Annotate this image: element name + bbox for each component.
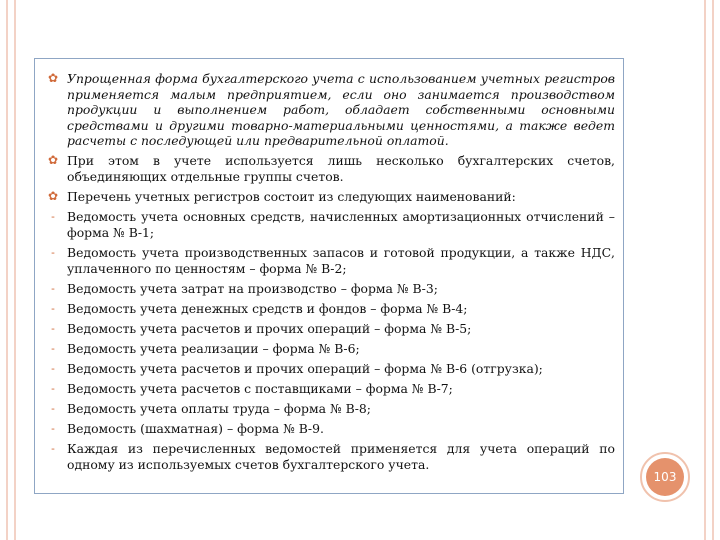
dash-marker: -	[51, 402, 55, 416]
list-item-text: При этом в учете используется лишь несколько бухгалтерских счетов, объединяющих отдельные группы счетов.	[67, 153, 615, 185]
list-item-text: Ведомость учета затрат на производство – форма № В-3;	[67, 280, 438, 296]
list-item-text: Ведомость учета оплаты труда – форма № В-8;	[67, 401, 371, 417]
list-item-text: Ведомость (шахматная) – форма № В-9.	[67, 421, 324, 437]
content-box	[34, 58, 624, 494]
list-item-text: Ведомость учета денежных средств и фондов – форма № В-4;	[67, 300, 468, 316]
dash-marker: -	[51, 245, 55, 259]
list-item-text: Ведомость учета реализации – форма № В-6;	[67, 340, 360, 356]
list-item-text: Ведомость учета расчетов с поставщиками – форма № В-7;	[67, 381, 453, 397]
list-item-text: Ведомость учета основных средств, начисленных амортизационных отчислений – форма № В-1;	[67, 209, 615, 240]
flower-bullet-icon: ✿	[47, 153, 59, 168]
list-item-dash	[47, 381, 615, 397]
bullet-list	[47, 71, 615, 477]
dash-marker: -	[51, 301, 55, 315]
list-item-dash	[47, 441, 615, 472]
decorative-stripe	[704, 0, 706, 540]
decorative-stripe	[14, 0, 16, 540]
dash-marker: -	[51, 382, 55, 396]
dash-marker: -	[51, 210, 55, 224]
list-item-bullet	[47, 189, 615, 205]
list-item-text: Ведомость учета расчетов и прочих операций – форма № В-5;	[67, 320, 472, 336]
flower-bullet-icon: ✿	[47, 189, 59, 204]
list-item-dash	[47, 301, 615, 317]
list-item-text: Упрощенная форма бухгалтерского учета с использованием учетных регистров применяется малым предприятием, если оно занимается производством продукции и выполнением работ, обладает собственными основными средствами и другими товарно-материальными ценностями, а также ведет расчеты с последующей или предварительной оплатой.	[67, 71, 615, 149]
dash-marker: -	[51, 341, 55, 355]
flower-bullet-icon: ✿	[47, 71, 59, 85]
dash-marker: -	[51, 321, 55, 335]
page-number: 103	[653, 470, 677, 484]
list-item-dash	[47, 361, 615, 377]
list-item-text: Ведомость учета расчетов и прочих операций – форма № В-6 (отгрузка);	[67, 361, 543, 376]
list-item-dash	[47, 421, 615, 437]
decorative-stripe	[6, 0, 8, 540]
list-item-bullet	[47, 153, 615, 184]
list-item-text: Каждая из перечисленных ведомостей применяется для учета операций по одному из используемых счетов бухгалтерского учета.	[67, 441, 615, 472]
dash-marker: -	[51, 422, 55, 436]
list-item-dash	[47, 209, 615, 240]
list-item-text: Ведомость учета производственных запасов и готовой продукции, а также НДС, уплаченного по ценностям – форма № В-2;	[67, 244, 615, 276]
list-item-dash	[47, 341, 615, 357]
dash-marker: -	[51, 281, 55, 295]
decorative-stripe	[712, 0, 714, 540]
list-item-bullet	[47, 71, 615, 149]
list-item-dash	[47, 245, 615, 276]
list-item-dash	[47, 401, 615, 417]
page-number-badge	[640, 452, 690, 502]
list-item-dash	[47, 281, 615, 297]
list-item-dash	[47, 321, 615, 337]
dash-marker: -	[51, 442, 55, 456]
list-item-text: Перечень учетных регистров состоит из следующих наименований:	[67, 189, 516, 205]
dash-marker: -	[51, 362, 55, 375]
